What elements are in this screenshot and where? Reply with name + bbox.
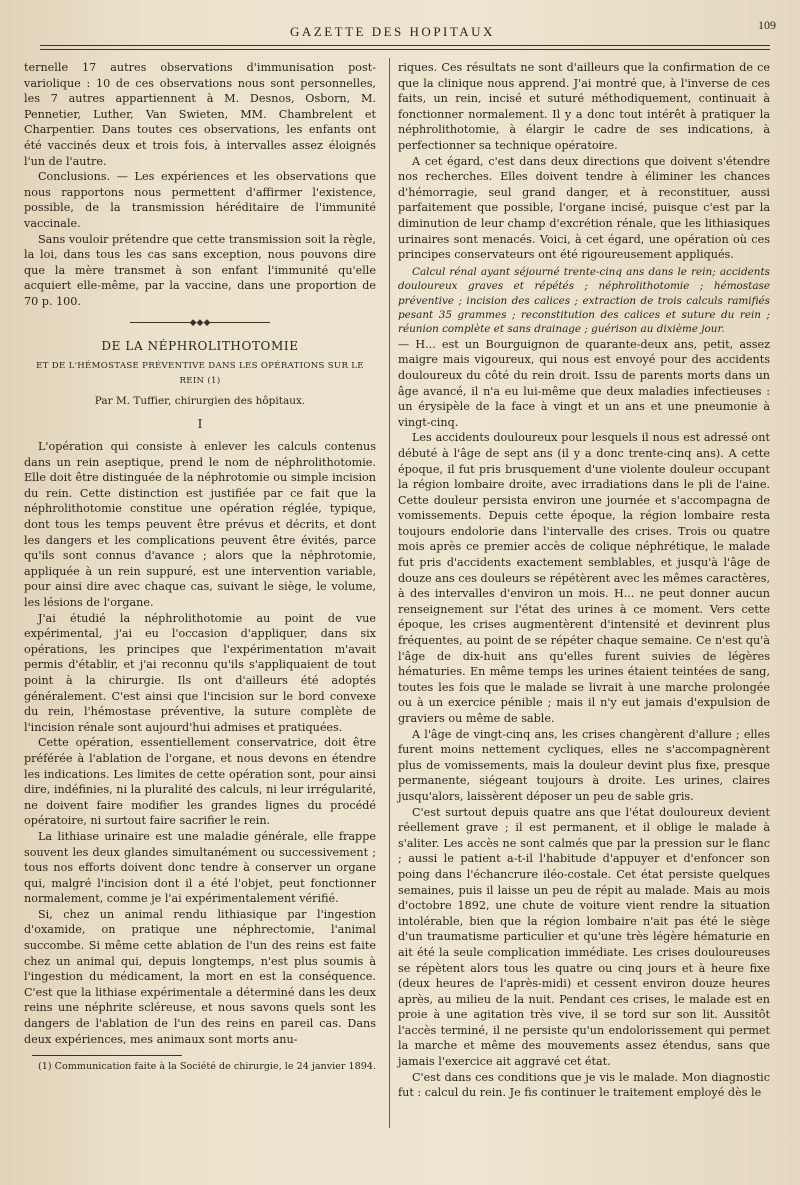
paragraph: Sans vouloir prétendre que cette transmission soit la règle, la loi, dans tous les cas sans exception, nous pouvons dire que la mère transmet à son enfant l'immunité qu'elle acquiert elle-même, par la vaccine, dans une proportion de 70 p. 100. xyxy=(24,232,376,308)
paragraph: — H... est un Bourguignon de quarante-deux ans, petit, assez maigre mais vigoureux, qui nous est envoyé pour des accidents douloureux du côté du rein droit. Issu de parents morts dans un âge avancé, il n'a eu lui-même que deux maladies infectieuses : un érysipèle de la face à vingt et un ans et une pneumonie à vingt-cinq. xyxy=(398,337,770,429)
paragraph: L'opération qui consiste à enlever les calculs contenus dans un rein aseptique, prend le nom de néphrolithotomie. Elle doit être distinguée de la néphrotomie ou simple incision du rein. Cette distinction est justifiée par ce fait que la néphrolithotomie constitue une opération réglée, typique, dont tous les temps peuvent être prévus et décrits, et dont les dangers et les complications peuvent être évités, parce qu'ils sont connus d'avance ; alors que la néphrotomie, appliquée à un rein suppuré, est une intervention variable, pour ainsi dire avec chaque cas, suivant le siège, le volume, les lésions de l'organe. xyxy=(24,440,376,609)
journal-title: GAZETTE DES HOPITAUX xyxy=(290,24,495,39)
paragraph: A l'âge de vingt-cinq ans, les crises changèrent d'allure ; elles furent moins nettement cycliques, elles ne s'accompagnèrent plus de vomissements, mais la douleur devint plus fixe, presque permanente, siégeant toujours à droite. Les urines, claires jusqu'alors, laissèrent déposer un peu de sable gris. xyxy=(398,727,770,803)
right-column xyxy=(398,60,770,1101)
article-subtitle: ET DE L'HÉMOSTASE PRÉVENTIVE DANS LES OPÉRATIONS SUR LE REIN (1) xyxy=(36,360,364,387)
section-number: I xyxy=(197,417,203,432)
paragraph: Les accidents douloureux pour lesquels il nous est adressé ont débuté à l'âge de sept ans (il y a donc trente-cinq ans). A cette époque, il fut pris brusquement d'une violente douleur occupant la région lombaire droite, avec irradiations dans le pli de l'aine. Cette douleur persista environ une journée et s'accompagna de vomissements. Depuis cette époque, la région lombaire resta toujours endolorie dans l'intervalle des crises. Trois ou quatre mois après ce premier accès de colique néphrétique, le malade fut pris d'accidents exactement semblables, et jusqu'à l'âge de douze ans ces douleurs se répétèrent avec les mêmes caractères, à des intervalles d'environ un mois. H... ne peut donner aucun renseignement sur l'état des urines à ce moment. Vers cette époque, les crises augmentèrent d'intensité et devinrent plus fréquentes, au point de se répéter chaque semaine. Ce n'est qu'à l'âge de dix-huit ans qu'elles furent suivies de légères hématuries. En même temps les urines étaient teintées de sang, toutes les fois que le malade se livrait à une marche prolongée ou à un exercice pénible ; mais il n'y eut jamais d'expulsion de graviers ou même de sable. xyxy=(398,431,770,725)
paragraph-conclusions: Conclusions. — Les expériences et les observations que nous rapportons nous permettent d'affirmer l'existence, possible, de la transmission héréditaire de l'immunité vaccinale. xyxy=(24,170,376,230)
paragraph: C'est surtout depuis quatre ans que l'état douloureux devient réellement grave ; il est permanent, et il oblige le malade à s'aliter. Les accès ne sont calmés que par la pression sur le flanc ; aussi le patient a-t-il l'habitude d'appuyer et d'enfoncer son poing dans l'échancrure iléo-costale. Cet état persiste quelques semaines, puis il laisse un peu de répit au malade. Mais au mois d'octobre 1892, une chute de voiture vient rendre la situation intolérable, bien que la région lombaire n'ait pas été le siège d'un traumatisme particulier et qu'une très légère hématurie en ait été la seule complication immédiate. Les crises douloureuses se répètent alors tous les quatre ou cinq jours et à heure fixe (deux heures de l'après-midi) et cessent environ douze heures après, au milieu de la nuit. Pendant ces crises, le malade est en proie à une agitation très vive, il se tord sur son lit. Aussitôt l'accès terminé, il ne persiste qu'un endolorissement qui permet la marche et même des mouvements assez étendus, sans que jamais l'exercice ait aggravé cet état. xyxy=(398,805,770,1069)
ornament-divider: ◆◆◆ xyxy=(24,316,376,332)
footnote-rule xyxy=(32,1055,182,1056)
column-divider xyxy=(389,58,390,1128)
paragraph: ternelle 17 autres observations d'immunisation post-variolique : 10 de ces observations nous sont personnelles, les 7 autres appartiennent à M. Desnos, Osborn, M. Pennetier, Luther, Van Swieten, MM. Chambrelent et Charpentier. Dans toutes ces observations, les enfants ont été vaccinés deux et trois fois, à intervalles assez éloignés l'un de l'autre. xyxy=(24,61,376,168)
page-header xyxy=(40,14,776,54)
page-number: 109 xyxy=(758,18,776,32)
paragraph: J'ai étudié la néphrolithotomie au point de vue expérimental, j'ai eu l'occasion d'appliquer, dans six opérations, les principes que l'expérimentation m'avait permis d'établir, et j'ai reconnu qu'ils s'appliquaient de tout point à la chirurgie. Ils ont d'ailleurs été adoptés généralement. C'est ainsi que l'incision sur le bord convexe du rein, l'hémostase préventive, la suture complète de l'incision rénale sont aujourd'hui admises et pratiquées. xyxy=(24,611,376,734)
header-rule-thin xyxy=(40,49,770,50)
case-title: Calcul rénal ayant séjourné trente-cinq ans dans le rein; accidents douloureux graves et répétés ; néphrolithotomie ; hémostase préventive ; incision des calices ; extraction de trois calculs ramifiés pesant 35 grammes ; reconstitution des calices et suture du rein ; réunion complète et sans drainage ; guérison au dixième jour. xyxy=(398,265,770,336)
paragraph: Cette opération, essentiellement conservatrice, doit être préférée à l'ablation de l'organe, et nous devons en étendre les indications. Les limites de cette opération sont, pour ainsi dire, indéfinies, ni la pluralité des calculs, ni leur irrégularité, ne doivent faire modifier les grandes lignes du procédé opératoire, ni surtout faire sacrifier le rein. xyxy=(24,736,376,828)
article-title: DE LA NÉPHROLITHOTOMIE xyxy=(101,339,299,354)
paragraph: La lithiase urinaire est une maladie générale, elle frappe souvent les deux glandes simultanément ou successivement ; tous nos efforts doivent donc tendre à conserver un organe qui, malgré l'incision dont il a été l'objet, peut fonctionner normalement, comme je l'ai expérimentalement vérifié. xyxy=(24,829,376,906)
article-author: Par M. Tuffier, chirurgien des hôpitaux. xyxy=(94,394,306,407)
header-rule xyxy=(40,45,770,46)
paragraph: C'est dans ces conditions que je vis le malade. Mon diagnostic fut : calcul du rein. Je fis continuer le traitement employé dès le xyxy=(398,1070,770,1100)
paragraph: Si, chez un animal rendu lithiasique par l'ingestion d'oxamide, on pratique une néphrectomie, l'animal succombe. Si même cette ablation de l'un des reins est faite chez un animal qui, depuis longtemps, n'est plus soumis à l'ingestion du médicament, la mort en est la conséquence. C'est que la lithiase expérimentale a déterminé dans les deux reins une néphrite scléreuse, et nous savons quels sont les dangers de l'ablation de l'un des reins en pareil cas. Dans deux expériences, mes animaux sont morts anu- xyxy=(24,907,376,1046)
left-column xyxy=(24,60,376,1073)
paragraph: riques. Ces résultats ne sont d'ailleurs que la confirmation de ce que la clinique nous apprend. J'ai montré que, à l'inverse de ces faits, un rein, incisé et suturé méthodiquement, continuait à fonctionner normalement. Il y a donc tout intérêt à pratiquer la néphrolithotomie, à élargir le cadre de ses indications, à perfectionner sa technique opératoire. xyxy=(398,61,770,152)
paragraph: A cet égard, c'est dans deux directions que doivent s'étendre nos recherches. Elles doivent tendre à éliminer les chances d'hémorragie, seul grand danger, et à reconstituer, aussi parfaitement que possible, l'organe incisé, puisque c'est par la diminution de leur champ d'excrétion rénale, que les lithiasiques urinaires sont menacés. Voici, à cet égard, une opération où ces principes conservateurs ont été rigoureusement appliqués. xyxy=(398,154,770,262)
footnote: (1) Communication faite à la Société de chirurgie, le 24 janvier 1894. xyxy=(38,1061,376,1073)
